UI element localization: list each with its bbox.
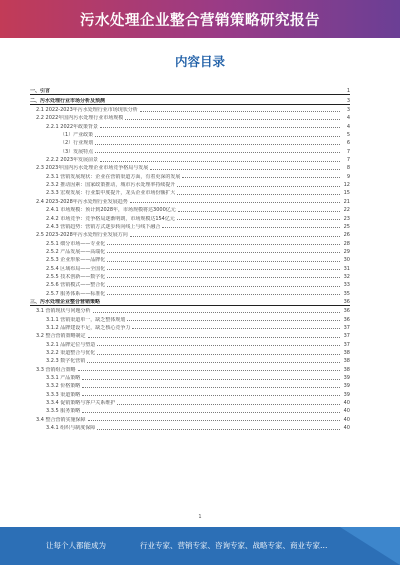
toc-leader-dots [78,370,340,371]
toc-entry-page: 40 [343,408,350,415]
toc-entry-title: 2.5.3 企业形象——品牌化 [46,257,106,264]
toc-entry[interactable] [30,205,350,213]
toc-entry[interactable] [30,138,350,146]
toc-entry-title: 2.5.4 区域布局——全国化 [46,265,106,272]
toc-leader-dots [97,429,340,430]
toc-leader-dots [88,337,340,338]
footer-services-text: 行业专家、营销专家、咨询专家、战略专家、商业专家… [140,541,328,550]
toc-entry-title: 3.2 整合营销策略制定 [36,333,86,340]
toc-entry-title: 2.3 2023年国内污水处理企业市场竞争格局与发展 [36,165,149,172]
toc-entry-page: 36 [343,308,350,315]
toc-leader-dots [107,286,340,287]
toc-entry[interactable] [30,331,350,339]
toc-entry-title: 3.4 整合营销实施保障 [36,416,86,423]
page-number: 1 [198,514,202,520]
toc-entry-page: 30 [343,257,350,264]
toc-leader-dots [97,354,340,355]
toc-leader-dots [93,312,340,313]
toc-entry-title: 3.3.3 渠道策略 [46,391,81,398]
toc-entry[interactable] [30,230,350,238]
toc-entry[interactable] [30,263,350,271]
toc-entry-title: 2.3.2 推动因素：国家政策推动，城市污水处理率持续提升 [46,182,176,189]
toc-entry[interactable] [30,364,350,372]
toc-entry-page: 39 [343,383,350,390]
toc-leader-dots [127,320,340,321]
toc-entry-page: 37 [343,333,350,340]
toc-entry-page: 4 [346,115,350,122]
toc-entry-page: 3 [346,97,350,104]
toc-entry-page: 7 [346,157,350,164]
toc-leader-dots [117,404,340,405]
toc-leader-dots [150,169,340,170]
toc-entry-page: 1 [346,88,350,95]
toc-entry-title: 3.2.2 渠道整合与优化 [46,350,96,356]
toc-entry[interactable] [30,398,350,406]
toc-entry-page: 39 [343,391,350,398]
toc-leader-dots [132,328,340,329]
toc-entry-title: 3.4.1 组织与制度保障 [46,425,96,432]
toc-entry-title: 2.2.2 2023年发展前景 [46,157,99,164]
toc-entry[interactable] [30,196,350,204]
toc-entry-page: 35 [343,290,350,297]
toc-entry-page: 22 [343,207,350,214]
toc-entry-title: 3.1 营销现状与问题分析 [36,308,91,315]
toc-entry-page: 21 [343,198,350,205]
toc-leader-dots [95,152,340,153]
toc-entry-title: 2.5.7 服务体系——标准化 [46,290,106,297]
toc-entry-page: 32 [343,273,350,280]
table-of-contents [30,86,350,431]
toc-entry-page: 36 [343,298,350,305]
toc-leader-dots [100,127,340,128]
toc-entry-title: 二、污水处理行业市场分析及预测 [30,97,106,104]
toc-entry-title: 2.4.3 营销趋势：营销方式逐步转向线上与线下融合 [46,223,161,230]
toc-entry-title: 2.4.1 市场规模：预计到2028年，市场规模将达3000亿元 [46,207,176,214]
toc-leader-dots [82,379,340,380]
toc-leader-dots [97,345,340,346]
toc-entry-page: 38 [343,350,350,356]
toc-leader-dots [107,261,340,262]
toc-entry-page: 38 [343,358,350,365]
toc-heading: 内容目录 [174,54,225,69]
toc-leader-dots [107,252,340,253]
toc-entry-title: 2.3.1 营销发展现状：企业在营销渠道方面，有着更深的发展 [46,173,181,180]
toc-entry-title: 2.5 2023-2028年污水处理行业发展方向 [36,232,128,239]
toc-entry[interactable] [30,288,350,296]
report-title: 污水处理企业整合营销策略研究报告 [80,12,320,29]
toc-entry-page: 6 [346,140,350,147]
footer-accent-shape [340,527,400,565]
toc-entry-title: 3.1.2 品牌建设不足，缺乏核心竞争力 [46,324,131,331]
toc-leader-dots [177,186,340,187]
toc-entry[interactable] [30,247,350,255]
toc-entry-page: 8 [346,165,350,172]
footer-banner [0,527,400,565]
toc-leader-dots [178,211,340,212]
toc-leader-dots [125,119,340,120]
toc-entry[interactable] [30,373,350,381]
toc-entry[interactable] [30,188,350,196]
toc-entry-title: （3）发展特点 [60,148,94,155]
toc-entry-title: 3.3 营销组合策略 [36,366,76,373]
toc-entry-title: 3.2.3 数字化营销 [46,358,86,365]
toc-leader-dots [82,387,340,388]
toc-leader-dots [95,144,340,145]
toc-entry-title: 3.3.2 价格策略 [46,383,81,390]
toc-entry-title: （2）行业规划 [60,140,94,147]
toc-entry[interactable] [30,130,350,138]
toc-entry-title: 2.5.1 细分市场——专业化 [46,240,106,247]
toc-leader-dots [87,362,340,363]
report-header-banner [0,0,400,38]
toc-entry[interactable] [30,171,350,179]
toc-leader-dots [88,420,340,421]
toc-entry-page: 15 [343,190,350,197]
toc-entry[interactable] [30,146,350,154]
toc-entry[interactable] [30,121,350,129]
toc-entry[interactable] [30,339,350,347]
toc-leader-dots [95,136,340,137]
toc-entry-page: 36 [343,316,350,323]
toc-entry-page: 37 [343,341,350,348]
toc-entry-title: 2.3.3 宏观发展：行业集中度提升，龙头企业市场份额扩大 [46,190,176,197]
toc-entry-page: 3 [346,107,350,114]
toc-entry-page: 40 [343,425,350,432]
toc-entry-title: 3.3.4 促销策略与客户关系维护 [46,400,116,407]
toc-leader-dots [177,219,340,220]
toc-leader-dots [177,194,340,195]
toc-leader-dots [182,177,340,178]
toc-entry[interactable] [30,297,350,306]
toc-entry[interactable] [30,113,350,121]
toc-leader-dots [107,277,340,278]
toc-entry-title: 3.3.5 服务策略 [46,408,81,415]
toc-leader-dots [130,202,340,203]
toc-entry-page: 28 [343,240,350,247]
toc-entry-title: 3.3.1 产品策略 [46,375,81,382]
toc-entry-page: 37 [343,324,350,331]
toc-entry[interactable] [30,406,350,414]
toc-entry[interactable] [30,280,350,288]
toc-entry[interactable] [30,222,350,230]
toc-entry-page: 12 [343,182,350,189]
toc-entry[interactable] [30,86,350,95]
toc-entry[interactable] [30,314,350,322]
toc-entry-title: 三、污水处理企业整合营销策略 [30,298,101,305]
toc-leader-dots [100,161,340,162]
toc-leader-dots [107,269,340,270]
toc-entry-page: 40 [343,416,350,423]
toc-entry-page: 25 [343,223,350,230]
toc-entry-title: 2.5.6 营销模式——整合化 [46,282,106,289]
toc-entry[interactable] [30,213,350,221]
toc-entry-title: 2.1 2022-2023年污水处理行业市场现状分析 [36,107,138,114]
toc-entry-title: 2.2.1 2022年政策背景 [46,123,99,130]
toc-entry[interactable] [30,323,350,331]
toc-entry-page: 40 [343,400,350,407]
toc-leader-dots [107,294,340,295]
toc-leader-dots [162,227,340,228]
toc-entry[interactable] [30,414,350,422]
toc-entry[interactable] [30,348,350,356]
toc-entry-page: 5 [346,132,350,139]
toc-leader-dots [82,395,340,396]
toc-entry-page: 9 [346,173,350,180]
toc-leader-dots [130,236,340,237]
toc-entry[interactable] [30,423,350,431]
toc-entry-title: （1）产业政策 [60,132,94,139]
toc-entry-page: 23 [343,215,350,222]
toc-entry[interactable] [30,180,350,188]
toc-entry-page: 29 [343,248,350,255]
toc-entry-page: 31 [343,265,350,272]
toc-entry[interactable] [30,381,350,389]
toc-entry-page: 38 [343,366,350,373]
toc-entry-page: 7 [346,148,350,155]
toc-entry[interactable] [30,163,350,171]
toc-leader-dots [107,244,340,245]
toc-entry-page: 39 [343,375,350,382]
toc-entry-title: 2.4.2 市场竞争：竞争格局逐渐明朗，市场规模达154亿元 [46,215,175,222]
toc-entry[interactable] [30,95,350,104]
toc-entry[interactable] [30,306,350,314]
footer-slogan: 让每个人都能成为 [46,541,106,550]
toc-entry[interactable] [30,155,350,163]
toc-entry-title: 2.4 2023-2028年污水处理行业发展趋势 [36,198,128,205]
toc-entry-page: 26 [343,232,350,239]
toc-entry[interactable] [30,105,350,113]
toc-leader-dots [140,111,340,112]
toc-entry-title: 2.2 2022年国内污水处理行业市场规模 [36,115,124,122]
toc-entry[interactable] [30,356,350,364]
toc-entry[interactable] [30,255,350,263]
toc-entry-page: 33 [343,282,350,289]
toc-leader-dots [82,412,340,413]
toc-entry[interactable] [30,389,350,397]
toc-entry-title: 一、引言 [30,88,51,95]
toc-entry-title: 3.1.1 营销渠道单一，缺乏整体规划 [46,316,126,323]
toc-entry-title: 2.5.2 产品发展——高端化 [46,248,106,255]
toc-entry-page: 4 [346,123,350,130]
toc-entry-title: 2.5.5 技术创新——数字化 [46,273,106,280]
toc-entry[interactable] [30,272,350,280]
toc-entry-title: 3.2.1 品牌定位与塑造 [46,341,96,348]
toc-entry[interactable] [30,238,350,246]
